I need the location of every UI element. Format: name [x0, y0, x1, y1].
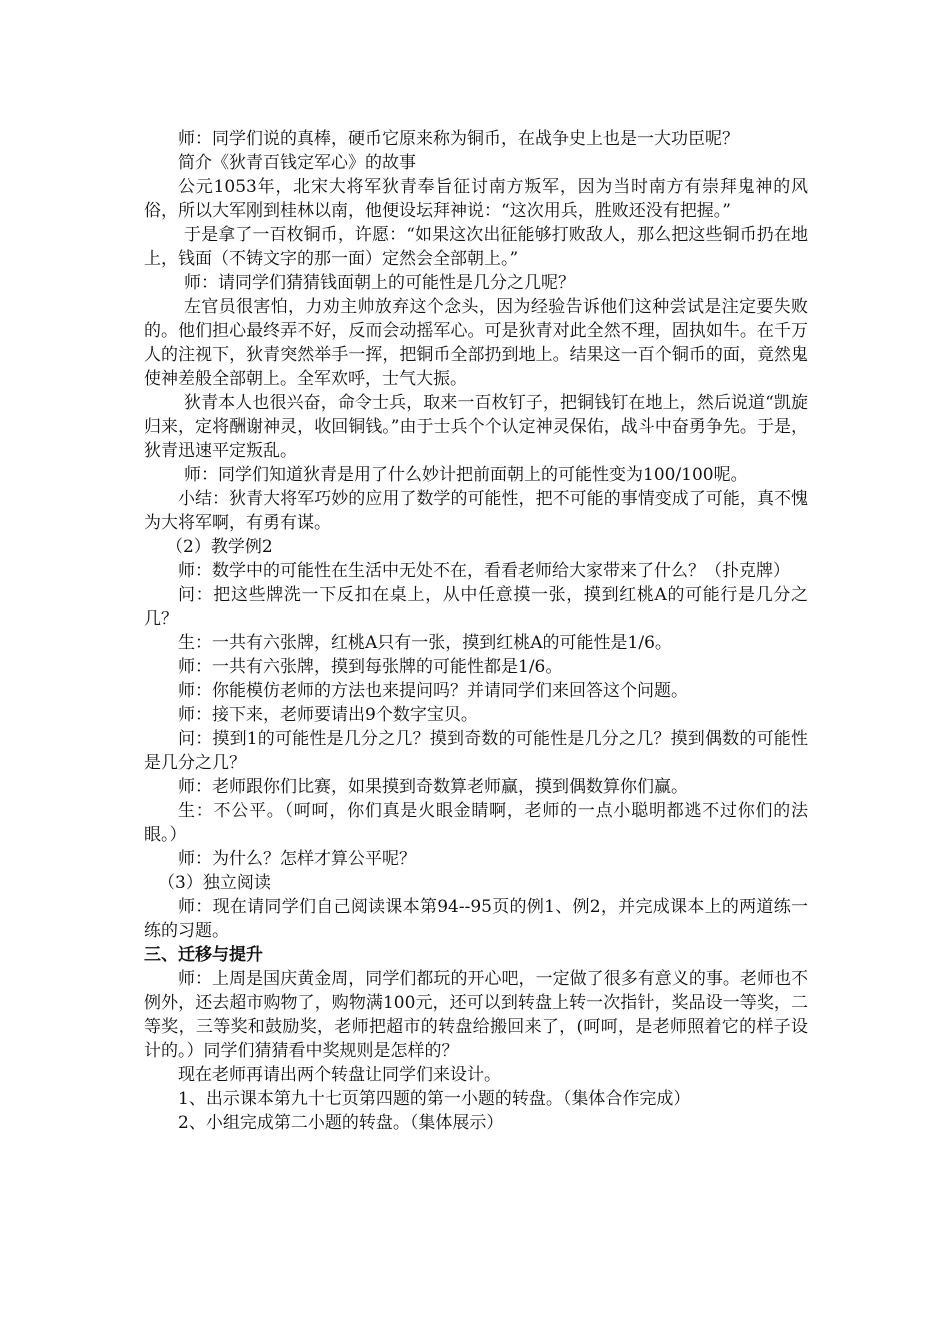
paragraph: 狄青本人也很兴奋，命令士兵，取来一百枚钉子，把铜钱钉在地上，然后说道“凯旋归来，定将酬谢神灵，收回铜钱。”由于士兵个个认定神灵保佑，战斗中奋勇争先。于是，狄青迅速平定叛乱。: [144, 393, 808, 461]
paragraph: 现在老师再请出两个转盘让同学们来设计。: [178, 1065, 501, 1085]
paragraph: 师：上周是国庆黄金周，同学们都玩的开心吧，一定做了很多有意义的事。老师也不例外，还去超市购物了，购物满100元，还可以到转盘上转一次指针，奖品设一等奖，二等奖，三等奖和鼓励奖，老师把超市的转盘给搬回来了，(呵呵，是老师照着它的样子设计的。）同学们猜猜看中奖规则是怎样的？: [144, 969, 808, 1061]
paragraph: 师：你能模仿老师的方法也来提问吗？并请同学们来回答这个问题。: [178, 681, 688, 701]
paragraph: 问：把这些牌洗一下反扣在桌上，从中任意摸一张，摸到红桃A的可能行是几分之几？: [144, 585, 808, 629]
paragraph: 生：一共有六张牌，红桃A只有一张，摸到红桃A的可能性是1/6。: [178, 633, 672, 653]
subheading: （2）教学例2: [166, 537, 273, 557]
paragraph: 2、小组完成第二小题的转盘。（集体展示）: [178, 1113, 504, 1133]
subheading: （3）独立阅读: [158, 873, 271, 893]
paragraph: 小结：狄青大将军巧妙的应用了数学的可能性，把不可能的事情变成了可能，真不愧为大将军啊，有勇有谋。: [144, 489, 808, 533]
paragraph: 1、出示课本第九十七页第四题的第一小题的转盘。（集体合作完成）: [178, 1089, 691, 1109]
paragraph: 公元1053年，北宋大将军狄青奉旨征讨南方叛军，因为当时南方有崇拜鬼神的风俗，所以大军刚到桂林以南，他便设坛拜神说：“这次用兵，胜败还没有把握。”: [144, 177, 808, 221]
document-body: [144, 127, 808, 1135]
paragraph: 师：一共有六张牌，摸到每张牌的可能性都是1/6。: [178, 657, 563, 677]
paragraph: 师：现在请同学们自己阅读课本第94--95页的例1、例2，并完成课本上的两道练一练的习题。: [144, 897, 808, 941]
paragraph: 问：摸到1的可能性是几分之几？摸到奇数的可能性是几分之几？摸到偶数的可能性是几分之几？: [144, 729, 808, 773]
paragraph: 师：为什么？怎样才算公平呢？: [178, 849, 416, 869]
paragraph: 师：请同学们猜猜钱面朝上的可能性是几分之几呢？: [184, 273, 575, 293]
paragraph: 左官员很害怕，力劝主帅放弃这个念头，因为经验告诉他们这种尝试是注定要失败的。他们担心最终弄不好，反而会动摇军心。可是狄青对此全然不理，固执如牛。在千万人的注视下，狄青突然举手一挥，把铜币全部扔到地上。结果这一百个铜币的面，竟然鬼使神差般全部朝上。全军欢呼，士气大振。: [144, 297, 808, 389]
paragraph: 师：同学们知道狄青是用了什么妙计把前面朝上的可能性变为100/100呢。: [184, 465, 748, 485]
paragraph: 于是拿了一百枚铜币，许愿：“如果这次出征能够打败敌人，那么把这些铜币扔在地上，钱面（不铸文字的那一面）定然会全部朝上。”: [144, 225, 808, 269]
paragraph: 简介《狄青百钱定军心》的故事: [178, 153, 416, 173]
paragraph: 师：接下来，老师要请出9个数字宝贝。: [178, 705, 478, 725]
section-heading: 三、迁移与提升: [144, 945, 263, 965]
paragraph: 生：不公平。（呵呵，你们真是火眼金睛啊，老师的一点小聪明都逃不过你们的法眼。）: [144, 801, 808, 845]
paragraph: 师：数学中的可能性在生活中无处不在，看看老师给大家带来了什么？（扑克牌）: [178, 561, 790, 581]
paragraph: 师：老师跟你们比赛，如果摸到奇数算老师赢，摸到偶数算你们赢。: [178, 777, 688, 797]
paragraph: 师：同学们说的真棒，硬币它原来称为铜币，在战争史上也是一大功臣呢？: [178, 129, 739, 149]
